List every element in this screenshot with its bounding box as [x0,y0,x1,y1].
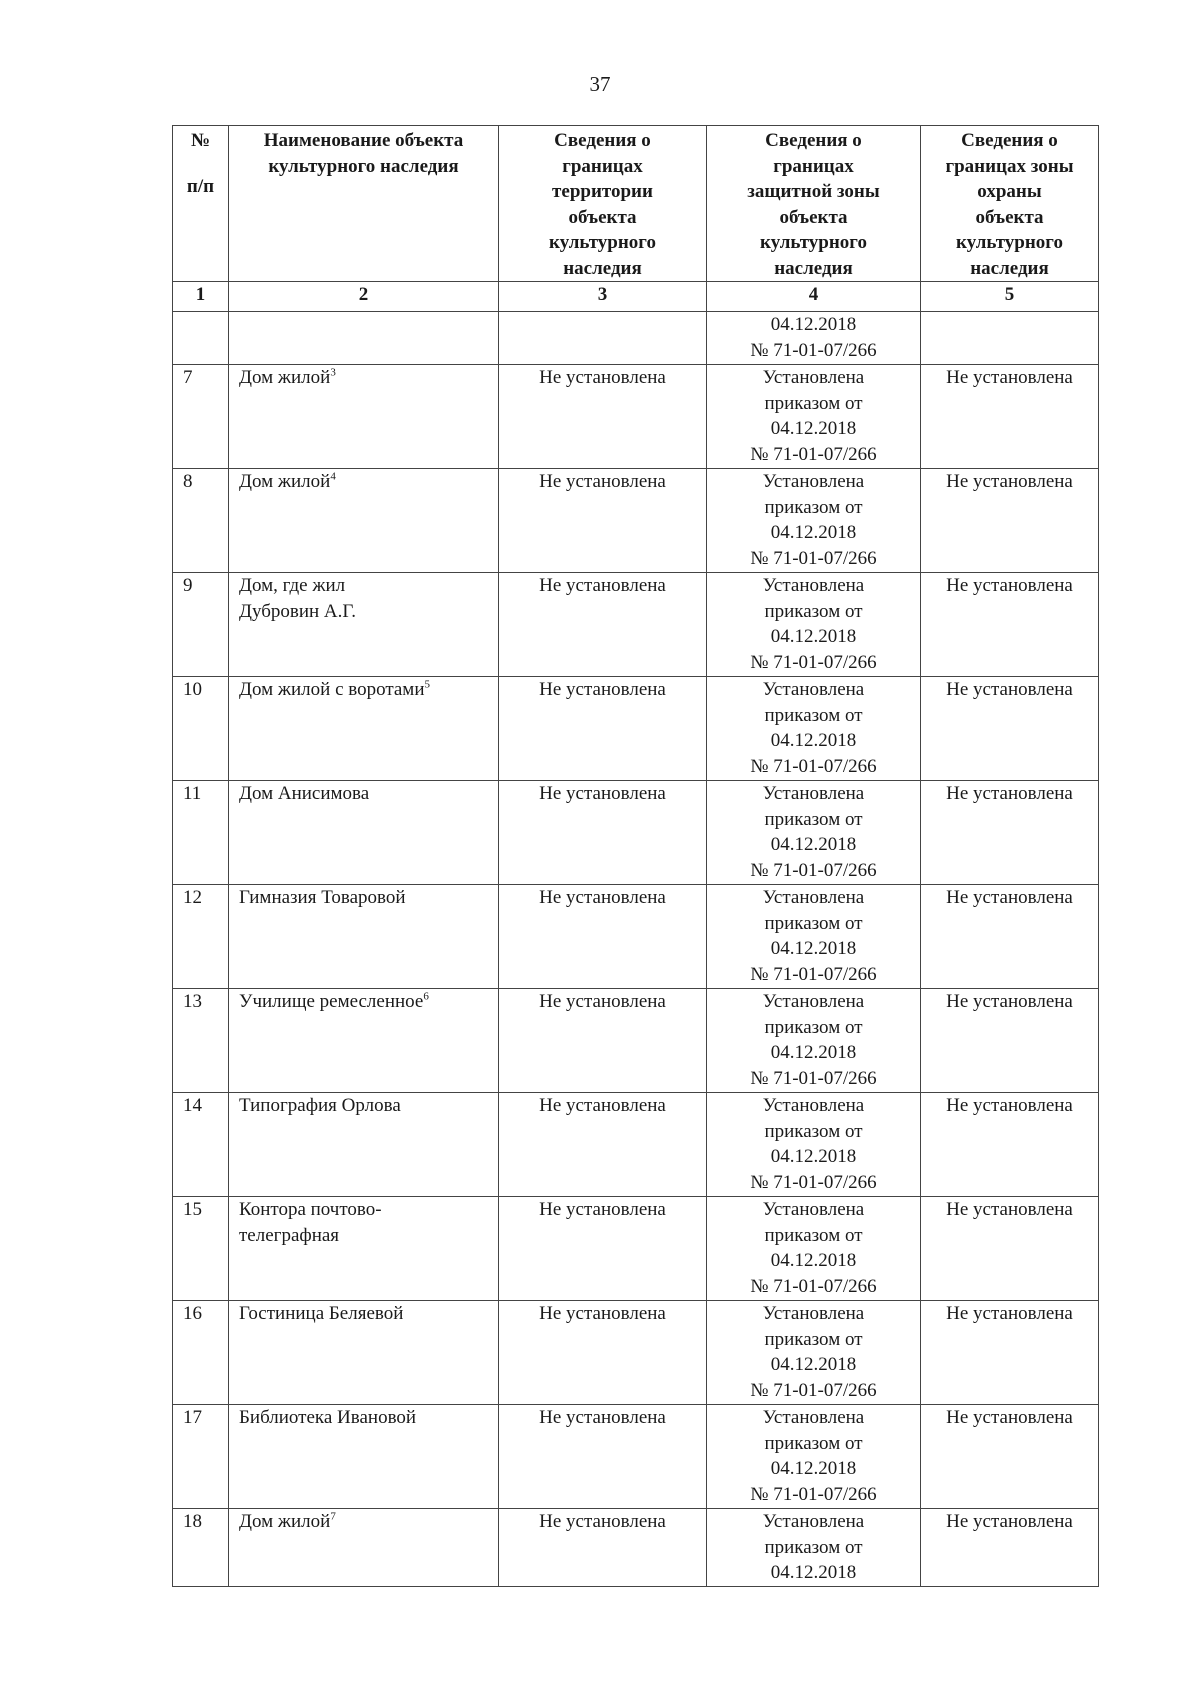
table-header [173,126,1099,312]
cell-security-zone: Не установлена [921,989,1099,1093]
cell-protection-zone [707,469,921,573]
cell-name [229,573,499,677]
cell-line: Установлена [762,575,865,596]
cell-territory: Не установлена [499,677,707,781]
cell-line: № 71-01-07/266 [750,1067,877,1089]
footnote-marker: 5 [424,678,431,691]
cell-line: наследия [970,257,1049,279]
cell-security-zone: Не установлена [921,781,1099,885]
cell-line: 04.12.2018 [770,418,857,439]
header-number [173,126,229,282]
table-row [173,365,1099,469]
table-row [173,677,1099,781]
name-line: телеграфная [239,1224,340,1246]
cell-name [229,1301,499,1405]
cell-name [229,1093,499,1197]
cell-line: Установлена [762,1095,865,1116]
column-number-row [173,282,1099,312]
cell-line: № 71-01-07/266 [750,755,877,777]
cell-protection-zone [707,573,921,677]
table-row [173,469,1099,573]
cell-protection-zone [707,312,921,365]
cell-protection-zone [707,989,921,1093]
name-line: Библиотека Ивановой [239,1407,417,1428]
cell-number: 7 [173,365,229,469]
table-row [173,781,1099,885]
cell-territory: Не установлена [499,1093,707,1197]
cell-line: Установлена [762,1407,865,1428]
cell-number: 13 [173,989,229,1093]
cell-territory: Не установлена [499,1301,707,1405]
cell-name [229,312,499,365]
cell-line: 04.12.2018 [770,1250,857,1271]
cell-line: Установлена [762,679,865,700]
table-row [173,1509,1099,1587]
cell-line: культурного [956,232,1063,253]
table-row [173,1405,1099,1509]
name-line: Дубровин А.Г. [239,600,356,622]
cell-line: № 71-01-07/266 [750,547,877,569]
header-object-name [229,126,499,282]
cell-line: культурного [760,232,867,253]
cell-protection-zone [707,781,921,885]
column-number: 4 [707,282,921,312]
cell-line: приказом от [764,392,863,414]
page-number: 37 [589,72,611,96]
cell-name [229,469,499,573]
header-number-abbrev: п/п [186,175,215,197]
cell-line: объекта [975,206,1044,228]
cell-territory: Не установлена [499,989,707,1093]
heritage-table [172,125,1099,1587]
header-territory [499,126,707,282]
cell-line: защитной зоны [747,181,880,202]
cell-line: 04.12.2018 [770,1354,857,1375]
cell-line: приказом от [764,600,863,622]
cell-line: границах [562,155,643,177]
cell-security-zone: Не установлена [921,1197,1099,1301]
cell-line: № 71-01-07/266 [750,1275,877,1297]
column-number: 1 [173,282,229,312]
cell-line: Установлена [762,887,865,908]
cell-number [173,312,229,365]
cell-protection-zone [707,1197,921,1301]
cell-line: 04.12.2018 [770,1562,857,1583]
cell-line: 04.12.2018 [770,1146,857,1167]
cell-line: Установлена [762,471,865,492]
cell-line: приказом от [764,1432,863,1454]
cell-line: объекта [779,206,848,228]
header-number-sign: № [190,130,211,151]
cell-line: Установлена [762,783,865,804]
cell-name [229,781,499,885]
cell-line: границах [773,155,854,177]
cell-line: Установлена [762,991,865,1012]
name-line: Гимназия Товаровой [239,887,406,908]
cell-line: № 71-01-07/266 [750,1483,877,1505]
cell-line: 04.12.2018 [770,730,857,751]
cell-protection-zone [707,1509,921,1587]
cell-security-zone: Не установлена [921,573,1099,677]
cell-line: Наименование объекта [263,130,464,151]
cell-name [229,1197,499,1301]
table-row [173,1301,1099,1405]
table-body [173,312,1099,1587]
column-number: 5 [921,282,1099,312]
cell-number: 18 [173,1509,229,1587]
name-line: Контора почтово- [239,1199,382,1220]
cell-line: наследия [774,257,853,279]
cell-line: Сведения о [554,130,651,151]
name-line: Дом жилой$^4$ [239,470,336,492]
name-line: Типография Орлова [239,1095,401,1116]
cell-line: Установлена [762,367,865,388]
cell-security-zone: Не установлена [921,365,1099,469]
cell-number: 8 [173,469,229,573]
cell-line: приказом от [764,1120,863,1142]
cell-line: культурного [549,232,656,253]
cell-territory: Не установлена [499,1197,707,1301]
header-security-zone [921,126,1099,282]
name-line: Дом жилой с воротами$^5$ [239,678,431,700]
cell-line: приказом от [764,808,863,830]
cell-line: № 71-01-07/266 [750,339,877,361]
cell-line: приказом от [764,496,863,518]
cell-line: территории [552,181,653,202]
cell-name [229,677,499,781]
footnote-marker: 7 [330,1510,336,1523]
header-row [173,126,1099,282]
cell-territory: Не установлена [499,1405,707,1509]
cell-territory: Не установлена [499,781,707,885]
cell-line: № 71-01-07/266 [750,1379,877,1401]
cell-number: 14 [173,1093,229,1197]
cell-protection-zone [707,885,921,989]
cell-territory [499,312,707,365]
cell-territory: Не установлена [499,1509,707,1587]
cell-line: приказом от [764,1328,863,1350]
cell-name [229,1405,499,1509]
cell-line: Сведения о [961,130,1058,151]
cell-number: 16 [173,1301,229,1405]
cell-line: приказом от [764,912,863,934]
cell-protection-zone [707,1405,921,1509]
cell-line: приказом от [764,1224,863,1246]
cell-security-zone: Не установлена [921,1301,1099,1405]
cell-line: 04.12.2018 [770,938,857,959]
footnote-marker: 6 [423,990,429,1003]
table-row [173,989,1099,1093]
table-row [173,885,1099,989]
cell-security-zone: Не установлена [921,885,1099,989]
cell-line: Установлена [762,1199,865,1220]
cell-territory: Не установлена [499,469,707,573]
cell-line: 04.12.2018 [770,626,857,647]
cell-line: № 71-01-07/266 [750,1171,877,1193]
cell-protection-zone [707,365,921,469]
cell-name [229,365,499,469]
cell-security-zone: Не установлена [921,677,1099,781]
footnote-marker: 4 [330,470,336,483]
cell-territory: Не установлена [499,573,707,677]
cell-line: Сведения о [765,130,862,151]
column-number: 2 [229,282,499,312]
column-number: 3 [499,282,707,312]
cell-line: наследия [563,257,642,279]
cell-name [229,885,499,989]
cell-line: № 71-01-07/266 [750,443,877,465]
name-line: Училище ремесленное$^6$ [239,990,429,1012]
cell-line: № 71-01-07/266 [750,859,877,881]
cell-security-zone: Не установлена [921,469,1099,573]
cell-line: культурного наследия [268,155,459,177]
cell-security-zone: Не установлена [921,1509,1099,1587]
cell-line: 04.12.2018 [770,522,857,543]
cell-line: объекта [568,206,637,228]
table-row [173,573,1099,677]
cell-security-zone: Не установлена [921,1405,1099,1509]
cell-line: № 71-01-07/266 [750,963,877,985]
cell-number: 10 [173,677,229,781]
cell-line: охраны [977,181,1042,202]
cell-protection-zone [707,1301,921,1405]
cell-number: 11 [173,781,229,885]
cell-line: приказом от [764,1536,863,1558]
cell-territory: Не установлена [499,885,707,989]
name-line: Дом Анисимова [239,783,370,804]
cell-line: 04.12.2018 [770,1042,857,1063]
cell-number: 9 [173,573,229,677]
cell-number: 15 [173,1197,229,1301]
cell-number: 12 [173,885,229,989]
cell-territory: Не установлена [499,365,707,469]
name-line: Дом жилой$^7$ [239,1510,336,1532]
header-protection-zone [707,126,921,282]
cell-security-zone: Не установлена [921,1093,1099,1197]
cell-name [229,989,499,1093]
continuation-row [173,312,1099,365]
cell-protection-zone [707,1093,921,1197]
cell-number: 17 [173,1405,229,1509]
cell-line: Установлена [762,1511,865,1532]
cell-line: 04.12.2018 [770,1458,857,1479]
table-row [173,1093,1099,1197]
footnote-marker: 3 [330,366,336,379]
cell-security-zone [921,312,1099,365]
name-line: Дом жилой$^3$ [239,366,336,388]
table-row [173,1197,1099,1301]
name-line: Гостиница Беляевой [239,1303,404,1324]
cell-line: приказом от [764,1016,863,1038]
cell-line: приказом от [764,704,863,726]
cell-name [229,1509,499,1587]
cell-line: границах зоны [945,155,1074,177]
cell-line: 04.12.2018 [770,314,857,335]
cell-line: № 71-01-07/266 [750,651,877,673]
cell-protection-zone [707,677,921,781]
cell-line: 04.12.2018 [770,834,857,855]
cell-line: Установлена [762,1303,865,1324]
name-line: Дом, где жил [239,575,346,596]
